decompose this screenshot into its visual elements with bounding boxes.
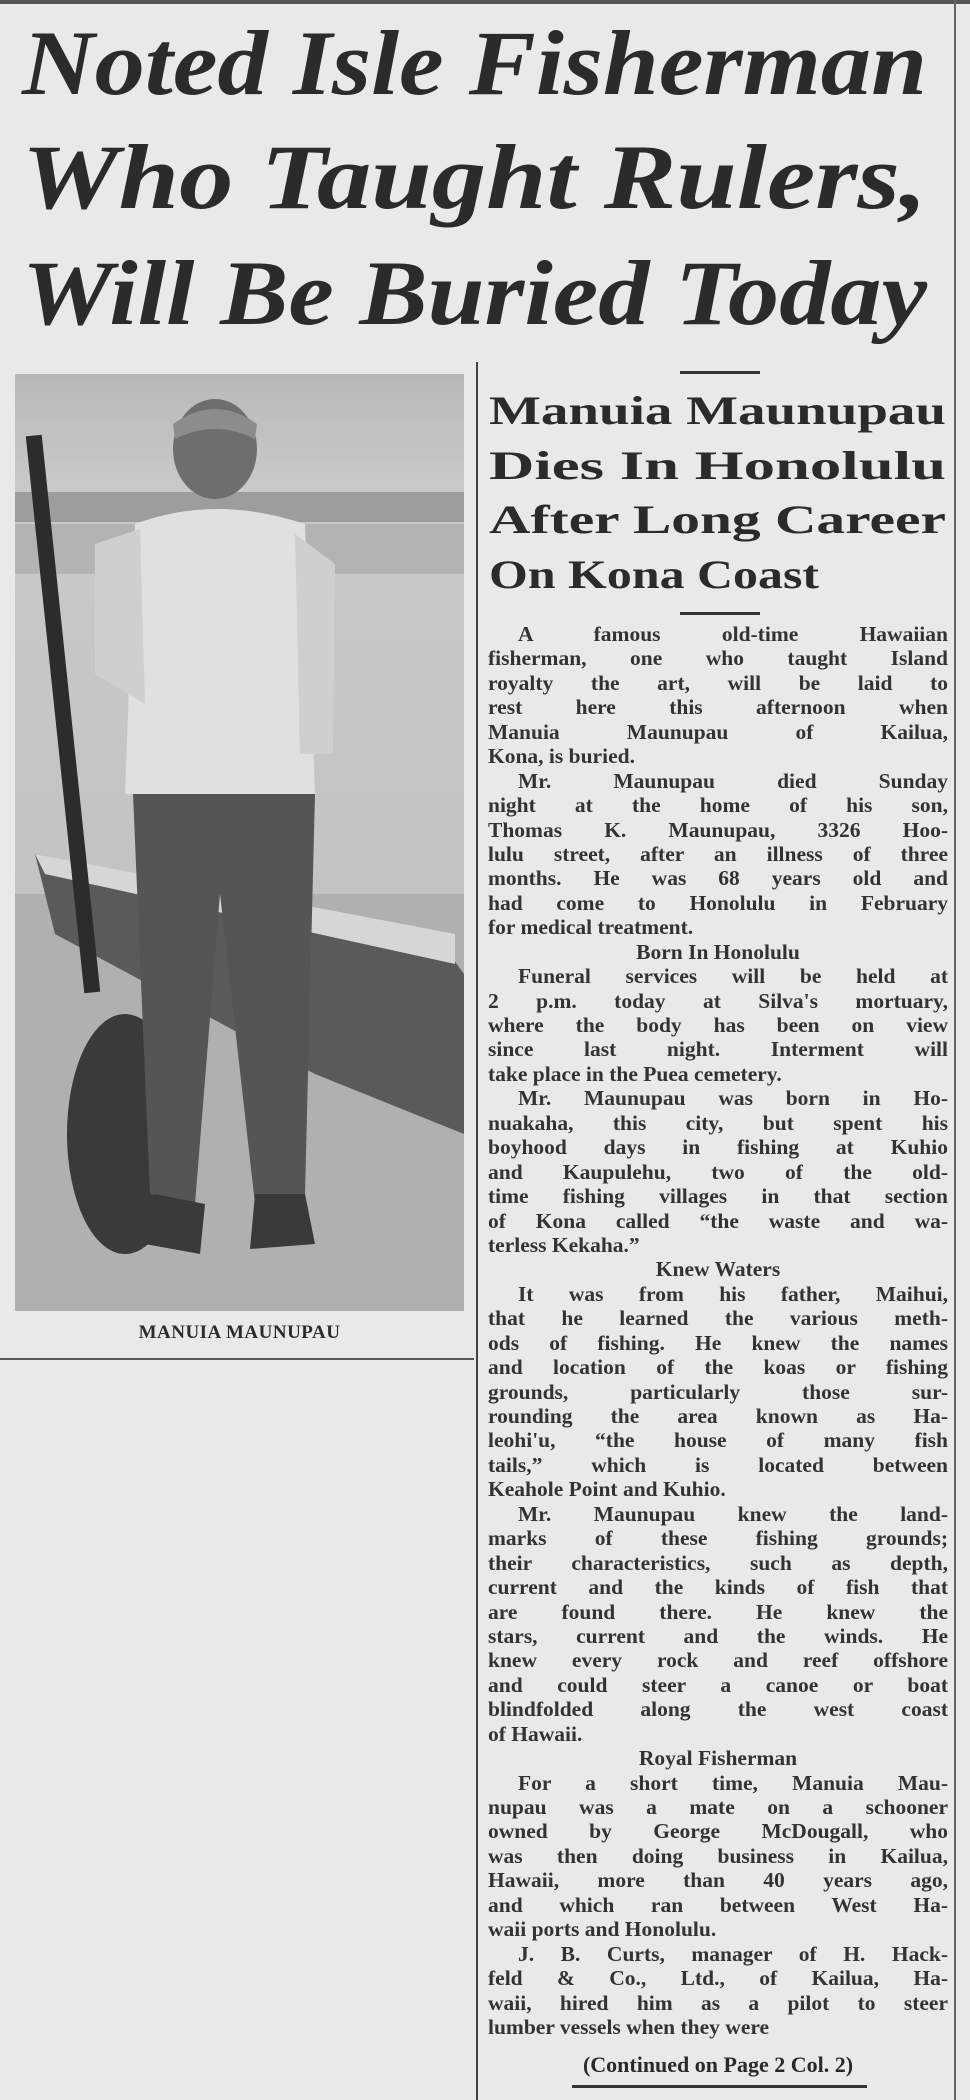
section-heading: Royal Fisherman [638, 1746, 798, 1771]
article-line: where the body has been on view [488, 1013, 948, 1037]
article-line: waii ports and Honolulu. [488, 1917, 717, 1942]
article-line: leohi'u, “the house of many fish [488, 1428, 948, 1453]
subheadline [489, 384, 946, 602]
article-line: lulu street, after an illness of three [488, 841, 948, 866]
article-line: was then doing business in Kailua, [488, 1843, 948, 1868]
headline-line-2 [22, 120, 932, 235]
article-body [488, 622, 948, 2039]
article-line: night at the home of his son, [488, 793, 948, 818]
article-line: take place in the Puea cemetery. [488, 1061, 782, 1086]
subhead-rule-bottom [680, 612, 760, 615]
article-line: knew every rock and reef offshore [488, 1648, 948, 1673]
subheadline-line: On Kona Coast [489, 551, 819, 597]
headline-line-3 [22, 236, 932, 351]
article-line: ods of fishing. He knew the names [488, 1330, 948, 1355]
article-line: Mr. Maunupau knew the land- [518, 1501, 948, 1526]
headline-line-1 [22, 6, 932, 121]
article-line: and could steer a canoe or boat [488, 1672, 948, 1697]
article-line: feld & Co., Ltd., of Kailua, Ha- [488, 1966, 948, 1991]
article-line: stars, current and the winds. He [488, 1623, 948, 1648]
article-line: nuakaha, this city, but spent his [488, 1110, 948, 1135]
section-heading: Born In Honolulu [636, 939, 800, 964]
article-line: for medical treatment. [488, 915, 694, 940]
article-line: blindfolded along the west coast [488, 1697, 948, 1722]
end-rule [572, 2085, 867, 2088]
headline-text: Will Be Buried Today [22, 242, 927, 344]
section-heading: Knew Waters [655, 1257, 781, 1282]
article-line: For a short time, Manuia Mau- [518, 1770, 948, 1795]
article-line: and location of the koas or fishing [488, 1355, 948, 1380]
article-line: rest here this afternoon when [488, 695, 948, 720]
article-line: that he learned the various meth- [488, 1306, 948, 1331]
article-line: and which ran between West Ha- [488, 1892, 948, 1917]
subheadline-line: Dies In Honolulu [489, 442, 946, 488]
column-divider [476, 362, 478, 2100]
article-line: terless Kekaha.” [488, 1232, 640, 1257]
article-line: their characteristics, such as depth, [488, 1550, 948, 1575]
article-line: months. He was 68 years old and [488, 866, 948, 891]
article-line: A famous old-time Hawaiian [518, 622, 948, 646]
continuation-note: (Continued on Page 2 Col. 2) [582, 2052, 854, 2077]
article-line: Mr. Maunupau was born in Ho- [518, 1086, 948, 1111]
subhead-rule-top [680, 371, 760, 374]
article-line: waii, hired him as a pilot to steer [488, 1990, 948, 2015]
article-line: Keahole Point and Kuhio. [488, 1477, 726, 1502]
article-line: It was from his father, Maihui, [518, 1281, 948, 1306]
right-column-border [954, 0, 956, 2100]
article-line: owned by George McDougall, who [488, 1819, 948, 1844]
photo-caption: MANUIA MAUNUPAU [138, 1322, 341, 1343]
article-line: Funeral services will be held at [518, 964, 948, 989]
subheadline-line: After Long Career [489, 497, 946, 542]
article-line: had come to Honolulu in February [488, 890, 948, 915]
article-line: and Kaupulehu, two of the old- [488, 1159, 948, 1184]
article-line: lumber vessels when they were [488, 2014, 770, 2039]
subheadline-line: Manuia Maunupau [489, 388, 946, 433]
article-line: are found there. He knew the [488, 1599, 948, 1624]
article-line: 2 p.m. today at Silva's mortuary, [488, 988, 948, 1013]
article-line: Hawaii, more than 40 years ago, [488, 1868, 948, 1893]
article-line: fisherman, one who taught Island [488, 646, 948, 671]
article-line: Thomas K. Maunupau, 3326 Hoo- [488, 817, 948, 842]
article-line: of Kona called “the waste and wa- [488, 1208, 948, 1233]
article-line: Kona, is buried. [488, 744, 635, 769]
headline-text: Who Taught Rulers, [22, 126, 928, 228]
article-line: tails,” which is located between [488, 1452, 948, 1477]
article-line: nupau was a mate on a schooner [488, 1795, 948, 1819]
portrait-photo [15, 374, 464, 1311]
article-line: Manuia Maunupau of Kailua, [488, 719, 948, 744]
article-line: time fishing villages in that section [488, 1184, 948, 1209]
article-line: marks of these fishing grounds; [488, 1526, 948, 1551]
top-border [0, 0, 970, 4]
article-line: since last night. Interment will [488, 1037, 948, 1062]
fisherman-photo-image [15, 374, 464, 1311]
article-line: royalty the art, will be laid to [488, 670, 948, 695]
article-line: J. B. Curts, manager of H. Hack- [518, 1941, 948, 1966]
article-line: current and the kinds of fish that [488, 1575, 948, 1600]
article-line: Mr. Maunupau died Sunday [518, 768, 948, 793]
article-line: boyhood days in fishing at Kuhio [488, 1135, 948, 1160]
article-line: of Hawaii. [488, 1721, 583, 1746]
article-line: rounding the area known as Ha- [488, 1404, 948, 1428]
article-line: grounds, particularly those sur- [488, 1379, 948, 1404]
headline-text: Noted Isle Fisherman [22, 12, 927, 114]
caption-rule [0, 1358, 474, 1360]
